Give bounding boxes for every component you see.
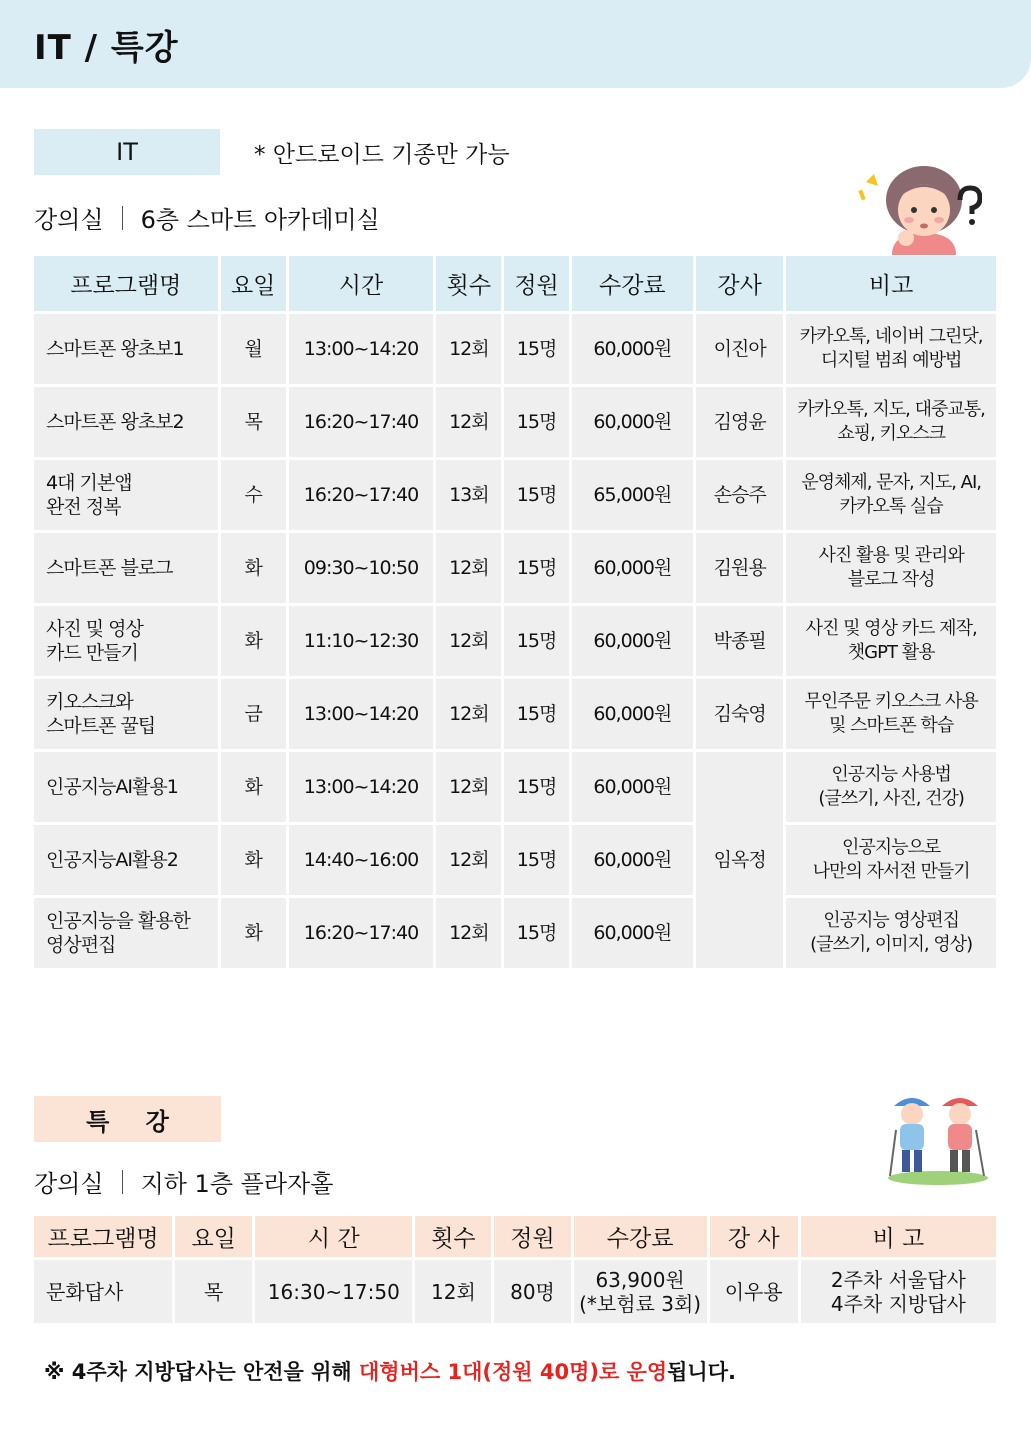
time: 16:20~17:40 <box>289 387 433 457</box>
time: 14:40~16:00 <box>289 825 433 895</box>
remark-line: 사진 활용 및 관리와 <box>818 545 964 566</box>
day: 화 <box>221 606 286 676</box>
column-header: 수강료 <box>572 256 693 311</box>
remark-line: 챗GPT 활용 <box>847 642 935 663</box>
fee: 60,000원 <box>572 679 693 749</box>
time: 11:10~12:30 <box>289 606 433 676</box>
table-row <box>34 679 996 749</box>
time: 16:20~17:40 <box>289 460 433 530</box>
android-note: * 안드로이드 기종만 가능 <box>254 142 510 168</box>
capacity: 15명 <box>504 387 568 457</box>
day: 화 <box>221 752 286 822</box>
sessions: 12회 <box>436 314 501 384</box>
instructor: 이진아 <box>696 314 783 384</box>
fee: 60,000원 <box>572 898 693 968</box>
table-header-row <box>34 1216 996 1257</box>
remark <box>786 898 996 968</box>
fee: 60,000원 <box>572 314 693 384</box>
sessions: 12회 <box>436 606 501 676</box>
fee: 60,000원 <box>572 606 693 676</box>
remark-line: 카카오톡 실습 <box>839 496 943 517</box>
day: 화 <box>221 533 286 603</box>
instructor: 손승주 <box>696 460 783 530</box>
remark-line: 디지털 범죄 예방법 <box>820 350 962 371</box>
remark-line: 나만의 자서전 만들기 <box>812 861 970 882</box>
capacity: 15명 <box>504 460 568 530</box>
sessions: 12회 <box>415 1260 491 1323</box>
header-banner <box>0 0 1031 88</box>
sessions: 12회 <box>436 533 501 603</box>
time: 16:20~17:40 <box>289 898 433 968</box>
it-room-info <box>34 200 380 235</box>
day: 목 <box>175 1260 252 1323</box>
column-header: 횟수 <box>415 1216 491 1257</box>
day: 수 <box>221 460 286 530</box>
program-name <box>34 606 218 676</box>
capacity: 15명 <box>504 314 568 384</box>
remark-line: 운영체제, 문자, 지도, AI, <box>801 472 982 493</box>
capacity: 15명 <box>504 825 568 895</box>
program-name: 스마트폰 왕초보1 <box>34 314 218 384</box>
sessions: 12회 <box>436 825 501 895</box>
capacity: 15명 <box>504 898 568 968</box>
thinking-grandma-illustration <box>852 160 982 260</box>
room-value: 6층 스마트 아카데미실 <box>140 206 380 234</box>
fee: 60,000원 <box>572 752 693 822</box>
program-name <box>34 460 218 530</box>
day: 월 <box>221 314 286 384</box>
fee: 60,000원 <box>572 825 693 895</box>
fee <box>574 1260 707 1323</box>
room-label: 강의실 <box>34 1170 104 1198</box>
instructor: 박종필 <box>696 606 783 676</box>
table-row <box>34 1260 996 1323</box>
table-row <box>34 825 996 895</box>
column-header: 비고 <box>786 256 996 311</box>
page-title: IT / 특강 <box>34 28 179 68</box>
column-header: 프로그램명 <box>34 1216 172 1257</box>
capacity: 15명 <box>504 533 568 603</box>
sessions: 12회 <box>436 387 501 457</box>
hiking-couple-illustration <box>884 1090 992 1186</box>
footer-notice <box>44 1356 736 1386</box>
program-name: 문화답사 <box>34 1260 172 1323</box>
table-header-row <box>34 256 996 311</box>
fee-line: (*보험료 3회) <box>579 1291 702 1316</box>
time: 16:30~17:50 <box>255 1260 412 1323</box>
it-section-tag: IT <box>34 129 220 175</box>
column-header: 횟수 <box>436 256 501 311</box>
remark <box>786 752 996 822</box>
program-name: 스마트폰 블로그 <box>34 533 218 603</box>
divider <box>122 206 123 230</box>
column-header: 시 간 <box>255 1216 412 1257</box>
column-header: 강 사 <box>710 1216 798 1257</box>
sessions: 12회 <box>436 752 501 822</box>
remark-line: 및 스마트폰 학습 <box>829 715 954 736</box>
table-row <box>34 533 996 603</box>
fee-line: 63,900원 <box>595 1267 685 1292</box>
day: 목 <box>221 387 286 457</box>
program-line: 카드 만들기 <box>46 642 138 664</box>
time: 13:00~14:20 <box>289 679 433 749</box>
program-line: 영상편집 <box>46 934 116 956</box>
column-header: 프로그램명 <box>34 256 218 311</box>
sessions: 13회 <box>436 460 501 530</box>
fee: 60,000원 <box>572 387 693 457</box>
special-room-info <box>34 1164 333 1199</box>
program-line: 인공지능을 활용한 <box>46 910 190 932</box>
remark-line: 인공지능으로 <box>841 837 941 858</box>
instructor: 임옥정 <box>696 752 783 968</box>
capacity: 15명 <box>504 606 568 676</box>
capacity: 80명 <box>494 1260 570 1323</box>
remark <box>786 314 996 384</box>
remark-line: 인공지능 사용법 <box>831 764 951 785</box>
day: 화 <box>221 825 286 895</box>
program-name: 인공지능AI활용1 <box>34 752 218 822</box>
program-name: 인공지능AI활용2 <box>34 825 218 895</box>
capacity: 15명 <box>504 752 568 822</box>
remark <box>786 533 996 603</box>
day: 화 <box>221 898 286 968</box>
column-header: 시간 <box>289 256 433 311</box>
program-name: 스마트폰 왕초보2 <box>34 387 218 457</box>
special-program-table <box>31 1213 999 1326</box>
sessions: 12회 <box>436 679 501 749</box>
remark-line: (글쓰기, 이미지, 영상) <box>810 934 973 955</box>
table-row <box>34 898 996 968</box>
table-row <box>34 314 996 384</box>
table-row <box>34 460 996 530</box>
program-line: 스마트폰 꿀팁 <box>46 715 156 737</box>
instructor: 김영윤 <box>696 387 783 457</box>
remark-line: 카카오톡, 네이버 그린닷, <box>799 326 983 347</box>
it-program-table <box>31 253 999 971</box>
fee: 60,000원 <box>572 533 693 603</box>
remark-line: 4주차 지방답사 <box>830 1291 966 1316</box>
remark <box>786 460 996 530</box>
remark <box>786 679 996 749</box>
notice-suffix: 됩니다. <box>667 1360 736 1384</box>
day: 금 <box>221 679 286 749</box>
instructor: 김숙영 <box>696 679 783 749</box>
fee: 65,000원 <box>572 460 693 530</box>
remark <box>786 825 996 895</box>
table-row <box>34 387 996 457</box>
time: 13:00~14:20 <box>289 314 433 384</box>
program-name <box>34 898 218 968</box>
program-line: 4대 기본앱 <box>46 472 132 494</box>
remark <box>786 606 996 676</box>
remark-line: 인공지능 영상편집 <box>823 910 960 931</box>
remark-line: 블로그 작성 <box>847 569 935 590</box>
sessions: 12회 <box>436 898 501 968</box>
remark-line: 무인주문 키오스크 사용 <box>804 691 978 712</box>
room-label: 강의실 <box>34 206 104 234</box>
remark <box>801 1260 996 1323</box>
instructor: 김원용 <box>696 533 783 603</box>
program-line: 키오스크와 <box>46 691 133 713</box>
remark-line: (글쓰기, 사진, 건강) <box>818 788 964 809</box>
time: 09:30~10:50 <box>289 533 433 603</box>
remark-line: 카카오톡, 지도, 대중교통, <box>797 399 985 420</box>
capacity: 15명 <box>504 679 568 749</box>
program-name <box>34 679 218 749</box>
column-header: 강사 <box>696 256 783 311</box>
remark <box>786 387 996 457</box>
column-header: 정원 <box>494 1216 570 1257</box>
notice-prefix: ※ 4주차 지방답사는 안전을 위해 <box>44 1360 360 1384</box>
remark-line: 사진 및 영상 카드 제작, <box>805 618 977 639</box>
column-header: 요일 <box>175 1216 252 1257</box>
column-header: 요일 <box>221 256 286 311</box>
remark-line: 쇼핑, 키오스크 <box>837 423 946 444</box>
time: 13:00~14:20 <box>289 752 433 822</box>
divider <box>122 1170 123 1194</box>
column-header: 비 고 <box>801 1216 996 1257</box>
table-row <box>34 606 996 676</box>
program-line: 완전 정복 <box>46 496 121 518</box>
table-row <box>34 752 996 822</box>
remark-line: 2주차 서울답사 <box>830 1267 966 1292</box>
room-value: 지하 1층 플라자홀 <box>140 1170 334 1198</box>
special-section-tag: 특 강 <box>34 1096 221 1142</box>
instructor: 이우용 <box>710 1260 798 1323</box>
column-header: 수강료 <box>574 1216 707 1257</box>
program-line: 사진 및 영상 <box>46 618 143 640</box>
column-header: 정원 <box>504 256 568 311</box>
notice-highlight: 대형버스 1대(정원 40명)로 운영 <box>359 1360 668 1384</box>
